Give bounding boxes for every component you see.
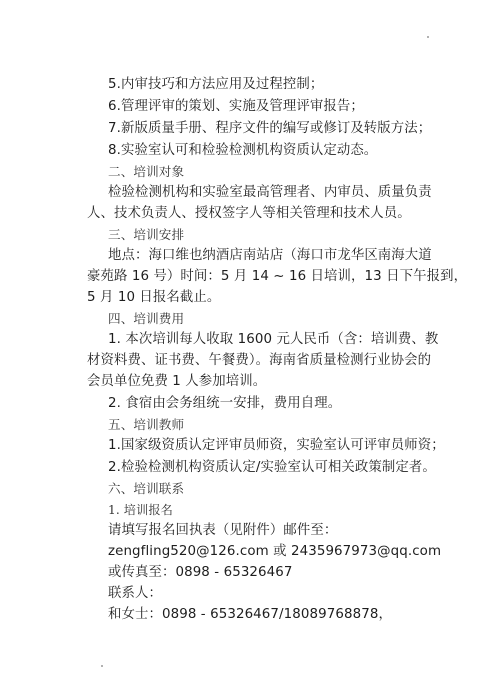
content-item-7: 7.新版质量手册、程序文件的编写或修订及转版方法；: [108, 121, 432, 136]
section-heading-training-target: 二、培训对象: [108, 164, 185, 179]
paragraph-line: 地点：海口维也纳酒店南站店（海口市龙华区南海大道: [108, 248, 432, 263]
email-addresses: zengfling520@126.com 或 2435967973@qq.com: [108, 544, 442, 559]
sub-heading-registration: 1. 培训报名: [108, 503, 173, 517]
paragraph-line: 检验检测机构和实验室最高管理者、内审员、质量负责: [108, 185, 432, 200]
paragraph-line: 材资料费、证书费、午餐费）。海南省质量检测行业协会的: [87, 353, 432, 368]
paragraph-line: 5 月 10 日报名截止。: [87, 290, 221, 305]
paragraph-line: 1.国家级资质认定评审员师资，实验室认可评审员师资；: [108, 438, 445, 453]
content-item-6: 6.管理评审的策划、实施及管理评审报告；: [108, 99, 364, 114]
scan-speck: [101, 665, 103, 667]
fax-number: 或传真至：0898 - 65326467: [108, 565, 293, 580]
paragraph-line: 2. 食宿由会务组统一安排，费用自理。: [108, 396, 342, 411]
section-heading-training-arrangement: 三、培训安排: [108, 227, 185, 242]
paragraph-line: 会员单位免费 1 人参加培训。: [87, 374, 267, 389]
scan-speck: [427, 36, 429, 38]
contact-person: 和女士：0898 - 65326467/18089768878，: [108, 607, 392, 622]
paragraph-line: 2.检验检测机构资质认定/实验室认可相关政策制定者。: [108, 460, 436, 475]
content-item-8: 8.实验室认可和检验检测机构资质认定动态。: [108, 143, 378, 158]
paragraph-line: 请填写报名回执表（见附件）邮件至：: [108, 523, 338, 538]
contact-label: 联系人：: [108, 586, 162, 601]
section-heading-training-contact: 六、培训联系: [108, 481, 185, 496]
section-heading-training-teachers: 五、培训教师: [108, 417, 185, 432]
paragraph-line: 人、技术负责人、授权签字人等相关管理和技术人员。: [87, 206, 411, 221]
paragraph-line: 1. 本次培训每人收取 1600 元人民币（含：培训费、教: [108, 332, 439, 347]
paragraph-line: 豪苑路 16 号）时间：5 月 14 ~ 16 日培训，13 日下午报到，: [87, 269, 468, 284]
section-heading-training-fee: 四、培训费用: [108, 311, 185, 326]
content-item-5: 5.内审技巧和方法应用及过程控制；: [108, 77, 324, 92]
